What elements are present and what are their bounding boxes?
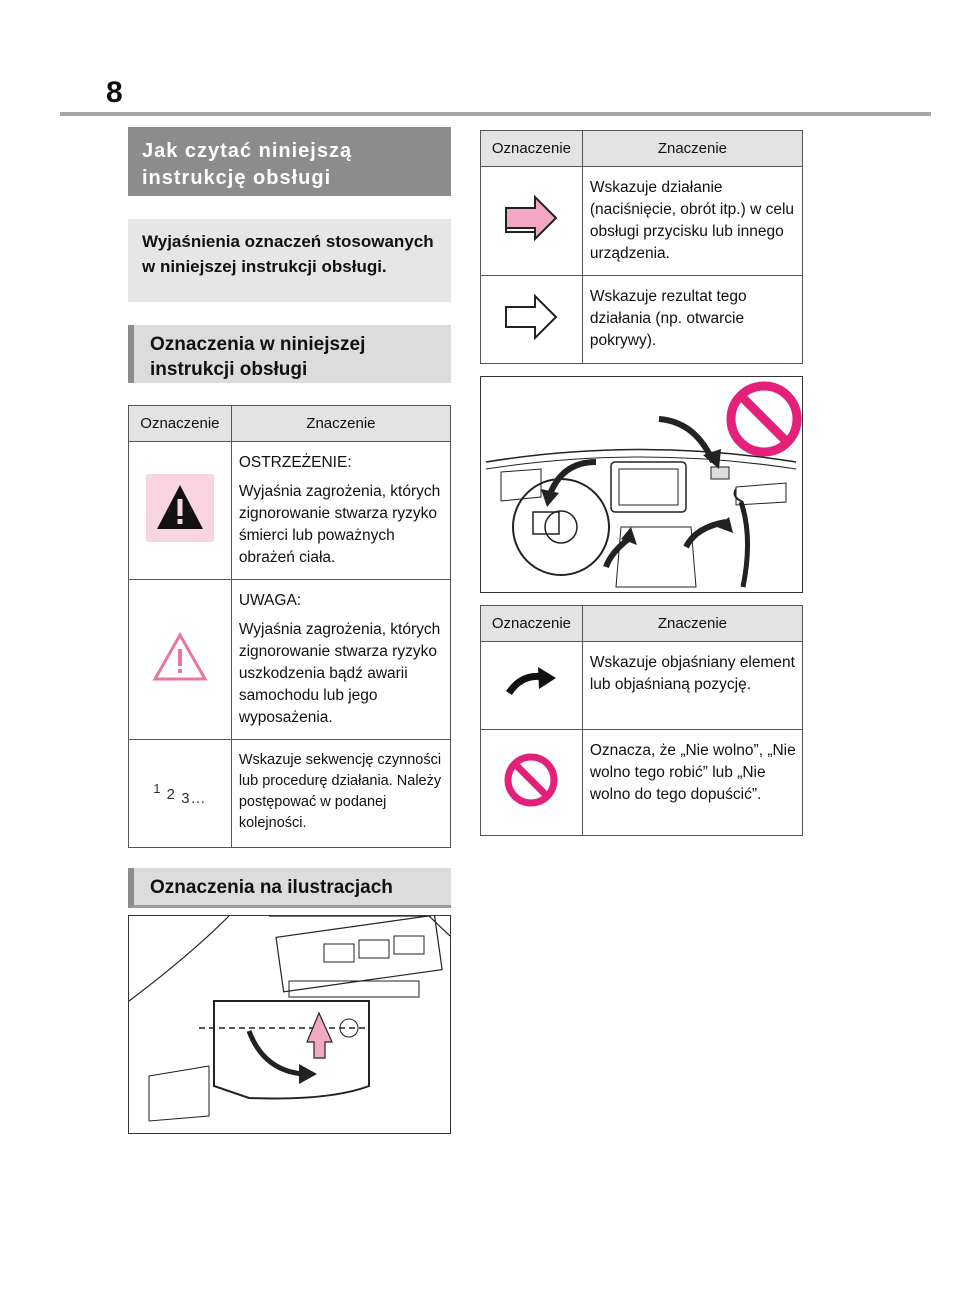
pointer-text: Wskazuje objaśniany element lub objaśnianą pozycję. bbox=[582, 642, 802, 730]
caution-triangle-outline-icon bbox=[152, 669, 208, 686]
warning-triangle-filled-icon bbox=[146, 529, 214, 546]
table-row bbox=[129, 740, 451, 848]
table-row bbox=[481, 276, 803, 364]
result-text: Wskazuje rezultat tego działania (np. otwarcie pokrywy). bbox=[582, 276, 802, 364]
col-header-symbol: Oznaczenie bbox=[129, 406, 232, 442]
action-text: Wskazuje działanie (naciśnięcie, obrót itp.) w celu obsługi przycisku lub innego urządzenia. bbox=[582, 167, 802, 276]
pink-filled-arrow-icon bbox=[503, 231, 559, 248]
table-row bbox=[481, 167, 803, 276]
col-header-symbol: Oznaczenie bbox=[481, 606, 583, 642]
col-header-meaning: Znaczenie bbox=[582, 131, 802, 167]
pointer-arrow-icon bbox=[504, 688, 558, 705]
table-row bbox=[129, 442, 451, 580]
top-divider bbox=[60, 112, 931, 116]
marks-table bbox=[128, 405, 451, 848]
table-row bbox=[481, 730, 803, 836]
action-marks-table bbox=[480, 130, 803, 364]
prohibition-text: Oznacza, że „Nie wolno”, „Nie wolno tego robić” lub „Nie wolno do tego dopuścić”. bbox=[582, 730, 802, 836]
prohibition-icon bbox=[503, 795, 559, 812]
table-row bbox=[129, 580, 451, 740]
subsection-title: Wyjaśnienia oznaczeń stosowanych w niniejszej instrukcji obsługi. bbox=[128, 219, 451, 302]
caution-text: Wyjaśnia zagrożenia, których zignorowanie stwarza ryzyko uszkodzenia bądź awarii samochodu lub jego wyposażenia. bbox=[238, 621, 441, 726]
sequence-text: Wskazuje sekwencję czynności lub procedurę działania. Należy postępować w podanej kolejności. bbox=[231, 740, 450, 848]
col-header-meaning: Znaczenie bbox=[231, 406, 450, 442]
pointer-marks-table bbox=[480, 605, 803, 836]
dashboard-illustration bbox=[480, 376, 803, 593]
warning-text: Wyjaśnia zagrożenia, których zignorowanie stwarza ryzyko śmierci lub poważnych obrażeń ciała. bbox=[238, 483, 441, 566]
col-header-meaning: Znaczenie bbox=[582, 606, 802, 642]
table-row bbox=[481, 642, 803, 730]
outline-arrow-icon bbox=[503, 328, 559, 345]
sequence-numbers-icon: $^1$ 2 $_{3\dots}$ bbox=[153, 780, 207, 807]
section-title: Jak czytać niniejszą instrukcję obsługi bbox=[128, 127, 451, 196]
marks-heading: Oznaczenia w niniejszej instrukcji obsługi bbox=[128, 325, 451, 383]
illustrations-heading: Oznaczenia na ilustracjach bbox=[128, 868, 451, 908]
overhead-console-illustration bbox=[128, 915, 451, 1134]
col-header-symbol: Oznaczenie bbox=[481, 131, 583, 167]
caution-label: UWAGA: bbox=[238, 592, 302, 609]
warning-label: OSTRZEŻENIE: bbox=[238, 454, 352, 471]
page-number: 8 bbox=[106, 76, 123, 109]
